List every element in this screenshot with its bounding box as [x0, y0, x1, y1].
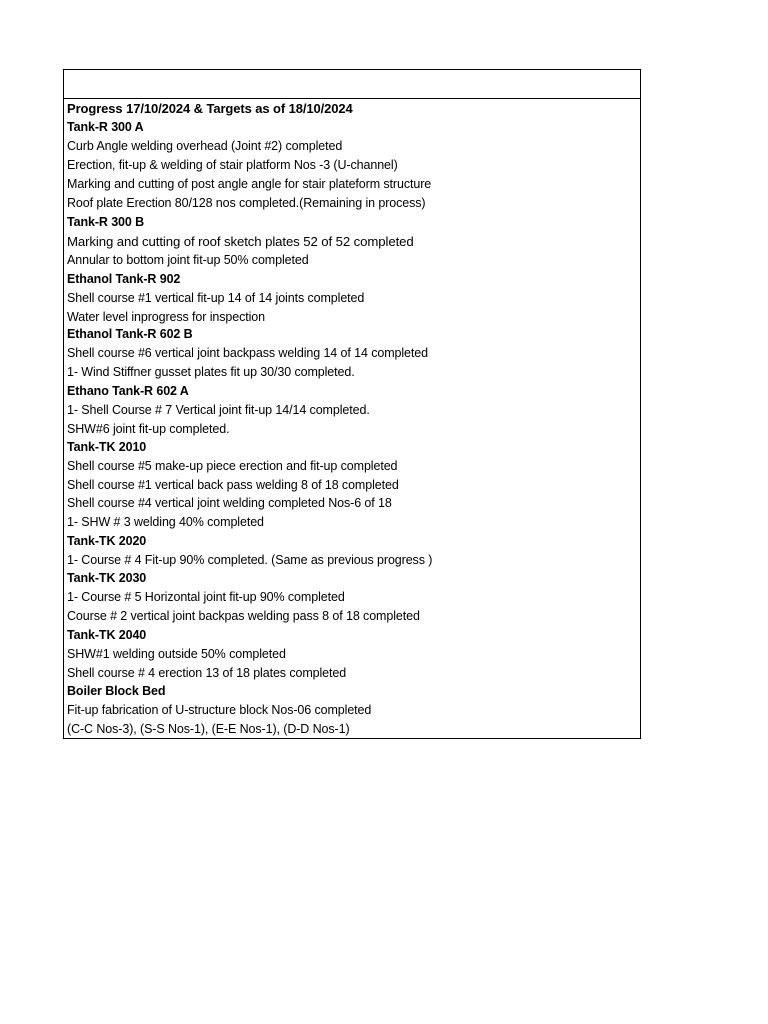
progress-line: Erection, fit-up & welding of stair platform Nos -3 (U-channel): [67, 158, 398, 172]
progress-line: 1- Course # 4 Fit-up 90% completed. (Same as previous progress ): [67, 553, 433, 567]
section-heading-ethano-tank-r602a: Ethano Tank-R 602 A: [67, 384, 189, 398]
progress-line: Shell course #6 vertical joint backpass welding 14 of 14 completed: [67, 346, 428, 360]
progress-line: Annular to bottom joint fit-up 50% completed: [67, 253, 309, 267]
progress-line: Roof plate Erection 80/128 nos completed.(Remaining in process): [67, 196, 426, 210]
progress-line: Shell course #1 vertical fit-up 14 of 14 joints completed: [67, 291, 365, 305]
section-heading-ethanol-tank-r602b: Ethanol Tank-R 602 B: [67, 327, 193, 341]
progress-line: SHW#6 joint fit-up completed.: [67, 422, 230, 436]
progress-line: Shell course #5 make-up piece erection and fit-up completed: [67, 459, 398, 473]
section-heading-tank-tk2020: Tank-TK 2020: [67, 534, 147, 548]
section-heading-ethanol-tank-r902: Ethanol Tank-R 902: [67, 272, 181, 286]
section-heading-tank-tk2030: Tank-TK 2030: [67, 571, 147, 585]
section-heading-tank-r300a: Tank-R 300 A: [67, 120, 144, 134]
progress-line: (C-C Nos-3), (S-S Nos-1), (E-E Nos-1), (D-D Nos-1): [67, 722, 350, 736]
progress-line: 1- Shell Course # 7 Vertical joint fit-up 14/14 completed.: [67, 403, 370, 417]
progress-line: Shell course #1 vertical back pass welding 8 of 18 completed: [67, 478, 399, 492]
progress-line: Fit-up fabrication of U-structure block Nos-06 completed: [67, 703, 372, 717]
progress-line: 1- Wind Stiffner gusset plates fit up 30/30 completed.: [67, 365, 355, 379]
empty-header-cell: [64, 70, 640, 99]
progress-line: 1- Course # 5 Horizontal joint fit-up 90% completed: [67, 590, 345, 604]
section-heading-tank-r300b: Tank-R 300 B: [67, 215, 145, 229]
section-heading-boiler-block-bed: Boiler Block Bed: [67, 684, 166, 698]
progress-line: 1- SHW # 3 welding 40% completed: [67, 515, 264, 529]
progress-report-table: [63, 69, 641, 739]
section-heading-tank-tk2040: Tank-TK 2040: [67, 628, 147, 642]
progress-line: Shell course #4 vertical joint welding completed Nos-6 of 18: [67, 496, 392, 510]
progress-line: Shell course # 4 erection 13 of 18 plates completed: [67, 666, 347, 680]
progress-line: SHW#1 welding outside 50% completed: [67, 647, 286, 661]
report-title: Progress 17/10/2024 & Targets as of 18/10/2024: [67, 101, 353, 116]
section-heading-tank-tk2010: Tank-TK 2010: [67, 440, 147, 454]
progress-line: Course # 2 vertical joint backpas welding pass 8 of 18 completed: [67, 609, 420, 623]
progress-line: Marking and cutting of roof sketch plates 52 of 52 completed: [67, 234, 414, 249]
progress-line: Water level inprogress for inspection: [67, 310, 266, 324]
progress-line: Curb Angle welding overhead (Joint #2) completed: [67, 139, 343, 153]
progress-line: Marking and cutting of post angle angle for stair plateform structure: [67, 177, 432, 191]
